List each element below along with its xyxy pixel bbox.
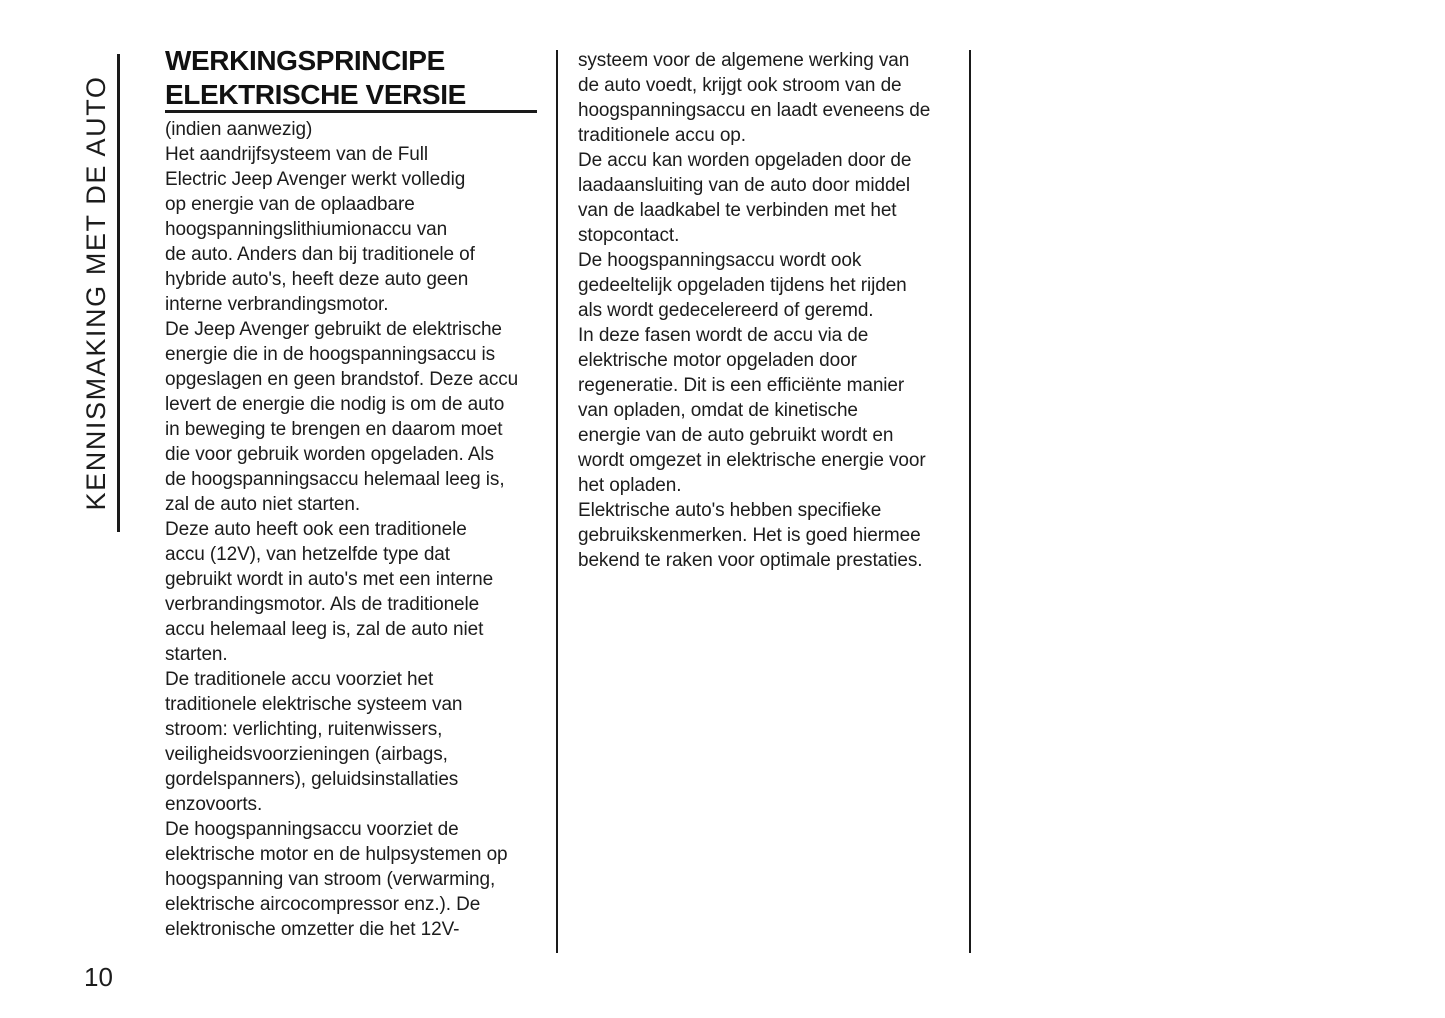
text-line: de auto. Anders dan bij traditionele of (165, 244, 475, 265)
text-line: wordt omgezet in elektrische energie voor (578, 450, 926, 471)
heading-underline-rule (165, 110, 537, 113)
text-line: traditionele elektrische systeem van (165, 694, 463, 715)
text-line: op energie van de oplaadbare (165, 194, 415, 215)
text-line: In deze fasen wordt de accu via de (578, 325, 869, 346)
body-column-2 (578, 48, 970, 573)
text-line: hoogspanningsaccu en laadt eveneens de (578, 100, 931, 121)
text-line: De accu kan worden opgeladen door de (578, 150, 912, 171)
text-line: elektronische omzetter die het 12V- (165, 919, 460, 940)
text-line: laadaansluiting van de auto door middel (578, 175, 911, 196)
column-divider-left (556, 50, 558, 953)
text-line: zal de auto niet starten. (165, 494, 361, 515)
text-line: starten. (165, 644, 228, 665)
text-line: van opladen, omdat de kinetische (578, 400, 858, 421)
text-line: interne verbrandingsmotor. (165, 294, 389, 315)
text-line: gebruikt wordt in auto's met een interne (165, 569, 494, 590)
text-line: die voor gebruik worden opgeladen. Als (165, 444, 494, 465)
column-divider-right (969, 50, 971, 953)
body-column-1 (165, 117, 557, 942)
text-line: enzovoorts. (165, 794, 263, 815)
text-line: opgeslagen en geen brandstof. Deze accu (165, 369, 519, 390)
text-line: De traditionele accu voorziet het (165, 669, 434, 690)
section-heading-line2: ELEKTRISCHE VERSIE (165, 79, 466, 110)
text-line: levert de energie die nodig is om de auto (165, 394, 505, 415)
text-line: als wordt gedecelereerd of geremd. (578, 300, 874, 321)
text-line: elektrische motor opgeladen door (578, 350, 857, 371)
sidebar-vertical-rule (117, 54, 120, 532)
section-heading-line1: WERKINGSPRINCIPE (165, 45, 445, 76)
text-line: gordelspanners), geluidsinstallaties (165, 769, 459, 790)
text-line: veiligheidsvoorzieningen (airbags, (165, 744, 448, 765)
text-line: energie van de auto gebruikt wordt en (578, 425, 894, 446)
text-line: het opladen. (578, 475, 682, 496)
text-line: elektrische aircocompressor enz.). De (165, 894, 481, 915)
text-line: De Jeep Avenger gebruikt de elektrische (165, 319, 502, 340)
text-line: accu helemaal leeg is, zal de auto niet (165, 619, 484, 640)
text-line: bekend te raken voor optimale prestaties. (578, 550, 923, 571)
text-line: Deze auto heeft ook een traditionele (165, 519, 467, 540)
text-line: de auto voedt, krijgt ook stroom van de (578, 75, 902, 96)
text-line: (indien aanwezig) (165, 119, 313, 140)
text-line: de hoogspanningsaccu helemaal leeg is, (165, 469, 505, 490)
text-line: gebruikskenmerken. Het is goed hiermee (578, 525, 921, 546)
text-line: stopcontact. (578, 225, 680, 246)
text-line: energie die in de hoogspanningsaccu is (165, 344, 495, 365)
text-line: hybride auto's, heeft deze auto geen (165, 269, 469, 290)
text-line: Het aandrijfsysteem van de Full (165, 144, 429, 165)
text-line: verbrandingsmotor. Als de traditionele (165, 594, 480, 615)
text-line: hoogspanningslithiumionaccu van (165, 219, 448, 240)
text-line: systeem voor de algemene werking van (578, 50, 910, 71)
text-line: accu (12V), van hetzelfde type dat (165, 544, 450, 565)
text-line: regeneratie. Dit is een efficiënte manier (578, 375, 905, 396)
text-line: De hoogspanningsaccu voorziet de (165, 819, 459, 840)
text-line: in beweging te brengen en daarom moet (165, 419, 503, 440)
text-line: Electric Jeep Avenger werkt volledig (165, 169, 466, 190)
text-line: elektrische motor en de hulpsystemen op (165, 844, 508, 865)
text-line: stroom: verlichting, ruitenwissers, (165, 719, 443, 740)
sidebar-chapter-title: KENNISMAKING MET DE AUTO (81, 75, 111, 511)
text-line: hoogspanning van stroom (verwarming, (165, 869, 496, 890)
text-line: Elektrische auto's hebben specifieke (578, 500, 882, 521)
text-line: van de laadkabel te verbinden met het (578, 200, 897, 221)
text-line: traditionele accu op. (578, 125, 746, 146)
text-line: gedeeltelijk opgeladen tijdens het rijden (578, 275, 907, 296)
section-heading (165, 44, 466, 112)
text-line: De hoogspanningsaccu wordt ook (578, 250, 862, 271)
page-number: 10 (84, 962, 113, 992)
